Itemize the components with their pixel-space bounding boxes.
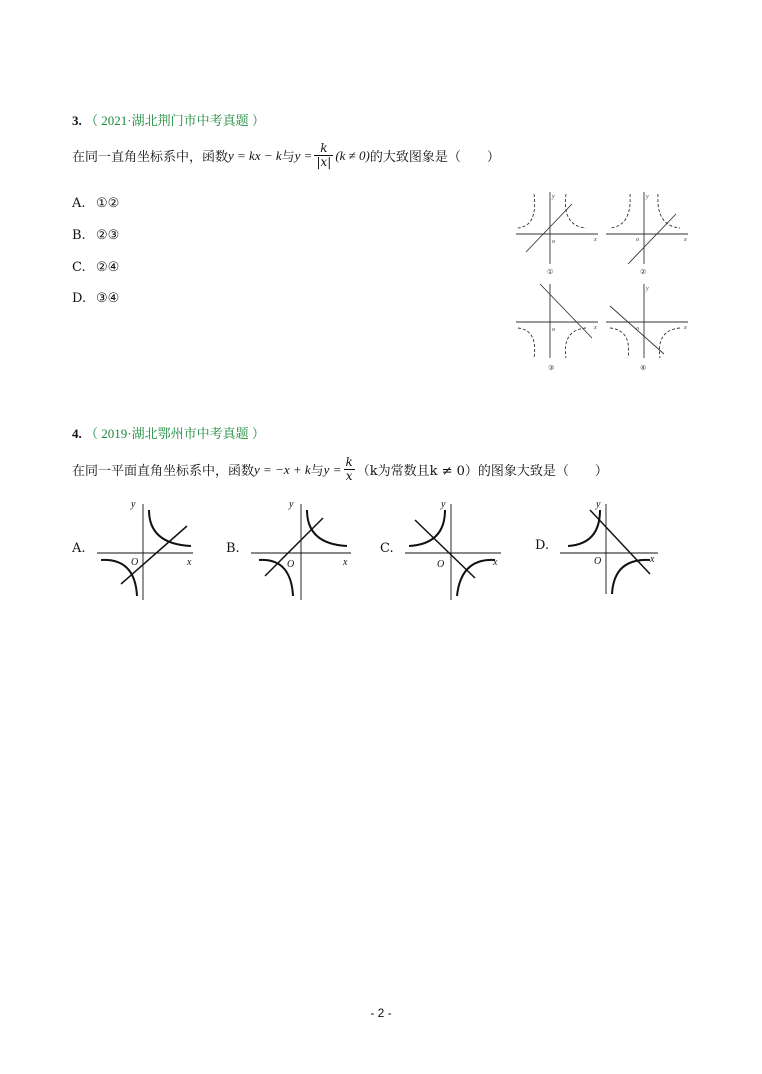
y-label: y [646, 286, 649, 292]
hyperbola-branch-right [565, 194, 586, 228]
line-graph [121, 526, 187, 584]
q4-number: 4. [72, 426, 82, 441]
q4-graph-b [247, 496, 357, 600]
q3-expr2-lhs: y = [294, 147, 313, 163]
q4-option-d[interactable] [535, 538, 549, 553]
x-label: x [594, 237, 597, 243]
q4-option-letter: D. [535, 538, 550, 553]
origin-label: o [552, 327, 555, 333]
x-label: x [684, 325, 687, 331]
q4-source: （ 2019·湖北鄂州市中考真题 ） [85, 426, 265, 441]
hyperbola-branch-right [659, 328, 680, 358]
q3-number: 3. [72, 113, 82, 128]
q4-option-b[interactable] [226, 541, 240, 556]
q3-option-letter: A. [72, 196, 86, 211]
hyperbola-branch-right [565, 328, 586, 358]
origin-label: o [636, 326, 639, 332]
q3-frac-den: |x| [316, 155, 332, 169]
q3-option-letter: B. [72, 228, 86, 243]
line-graph [526, 204, 572, 252]
line-graph [540, 284, 592, 338]
q3-stem-pre: 在同一直角坐标系中，函数 [72, 150, 229, 165]
q3-header [72, 110, 265, 129]
q4-frac-num: k [345, 455, 353, 469]
hyperbola-branch-upper [409, 510, 445, 546]
q3-expr1: y = kx − k [228, 147, 282, 163]
origin-label: O [131, 557, 139, 568]
hyperbola-branch-left [610, 194, 630, 228]
q3-graph-4 [602, 280, 692, 374]
q3-stem [72, 142, 500, 169]
q4-option-letter: A. [72, 541, 86, 556]
q3-option-letter: C. [72, 260, 86, 275]
q4-expr2-lhs: y = [323, 461, 342, 477]
y-label: y [441, 499, 446, 510]
x-label: x [187, 557, 192, 568]
q4-stem-pre: 在同一平面直角坐标系中，函数 [72, 464, 255, 479]
q4-header [72, 423, 265, 442]
q4-option-letter: C. [380, 541, 394, 556]
q3-option-letter: D. [72, 291, 87, 306]
x-label: x [684, 237, 687, 243]
q3-option-b[interactable] [72, 228, 119, 243]
caption-2: ② [640, 268, 647, 276]
q3-option-a[interactable] [72, 196, 119, 211]
q3-option-text: ②④ [96, 260, 120, 275]
q4-graph-d [556, 496, 666, 600]
q4-cond: （k为常数且k ≠ 0）的图象大致是（ ） [356, 464, 608, 479]
q4-conj: 与 [310, 464, 324, 479]
q3-frac-num: k [320, 141, 328, 155]
y-label: y [596, 499, 601, 510]
y-label: y [131, 499, 136, 510]
page-number: - 2 - [370, 1006, 392, 1020]
hyperbola-branch-right [658, 194, 680, 228]
q4-graph-c [401, 496, 511, 600]
caption-1: ① [547, 268, 554, 276]
origin-label: O [287, 559, 295, 570]
origin-label: o [552, 239, 555, 245]
q4-fraction [343, 456, 354, 483]
q3-option-c[interactable] [72, 260, 119, 275]
q4-graph-a [93, 496, 203, 600]
y-label: y [289, 499, 294, 510]
q3-graph-2 [602, 188, 692, 280]
q3-option-text: ①② [96, 196, 120, 211]
q3-fraction [314, 142, 333, 169]
q4-frac-den: x [345, 469, 353, 483]
q4-option-c[interactable] [380, 541, 394, 556]
x-label: x [343, 557, 348, 568]
x-label: x [650, 554, 655, 565]
q4-stem [72, 456, 608, 483]
caption-4: ④ [640, 364, 647, 372]
x-label: x [493, 557, 498, 568]
q3-graph-1 [512, 188, 602, 280]
q3-conj: 与 [281, 150, 295, 165]
origin-label: O [437, 559, 445, 570]
hyperbola-branch-left [610, 328, 629, 358]
q4-option-a[interactable] [72, 541, 86, 556]
q3-option-d[interactable] [72, 291, 119, 306]
q3-source: （ 2021·湖北荆门市中考真题 ） [85, 113, 265, 128]
q3-option-text: ③④ [96, 291, 120, 306]
hyperbola-branch-left [518, 194, 535, 228]
caption-3: ③ [548, 364, 555, 372]
y-label: y [646, 194, 649, 200]
q3-graph-3 [512, 280, 602, 374]
q3-cond: (k ≠ 0) [335, 147, 370, 163]
line-graph [415, 520, 475, 578]
hyperbola-branch-lower [612, 560, 650, 594]
x-label: x [594, 325, 597, 331]
q3-stem-post: 的大致图象是（ ） [369, 150, 500, 165]
q3-option-text: ②③ [96, 228, 120, 243]
q4-expr1: y = −x + k [254, 461, 311, 477]
origin-label: o [636, 237, 639, 243]
q4-option-letter: B. [226, 541, 240, 556]
origin-label: O [594, 556, 602, 567]
hyperbola-branch-left [518, 328, 535, 358]
y-label: y [552, 194, 555, 200]
